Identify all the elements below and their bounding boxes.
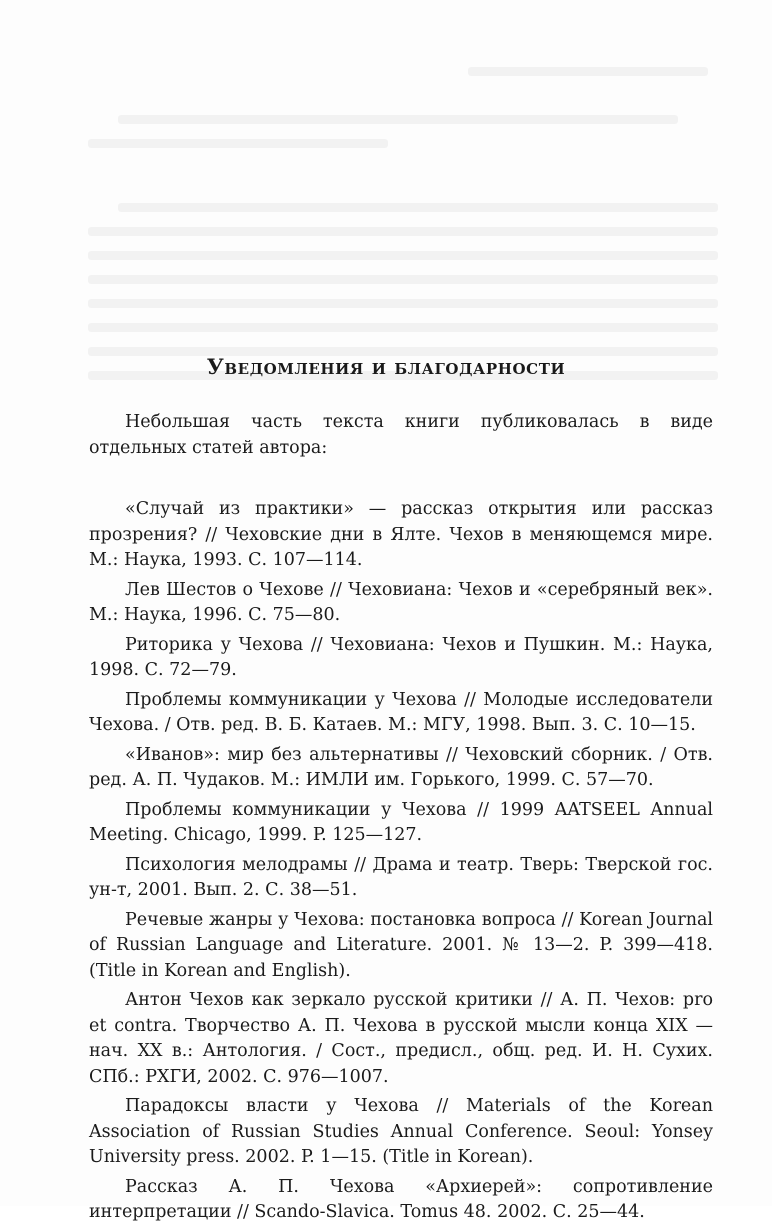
bibliography-entry: Проблемы коммуникации у Чехова // 1999 AATSEEL Annual Meeting. Chicago, 1999. P. 125—127. — [89, 799, 713, 845]
bibliography-entry: Проблемы коммуникации у Чехова // Молодые исследователи Чехова. / Отв. ред. В. Б. Катаев. М.: МГУ, 1998. Вып. 3. С. 10—15. — [89, 689, 713, 735]
bleed-line — [468, 67, 708, 76]
intro-paragraph: Небольшая часть текста книги публиковалась в виде отдельных статей автора: — [89, 412, 713, 458]
bibliography-entry: Речевые жанры у Чехова: постановка вопроса // Korean Journal of Russian Language and Literature. 2001. № 13—2. P. 399—418. (Title in Korean and English). — [89, 909, 713, 981]
page-body — [89, 410, 713, 1230]
bibliography-entry: Лев Шестов о Чехове // Чеховиана: Чехов и «серебряный век». М.: Наука, 1996. С. 75—80. — [89, 579, 713, 625]
bibliography-entry: «Случай из практики» — рассказ открытия или рассказ прозрения? // Чеховские дни в Ялте. Чехов в меняющемся мире. М.: Наука, 1993. С. 107—114. — [89, 499, 713, 570]
bleed-line — [118, 115, 678, 124]
reverse-side-bleed-through — [88, 55, 728, 395]
bibliography-entry: Антон Чехов как зеркало русской критики // А. П. Чехов: pro et contra. Творчество А. П. Чехова в русской мысли конца XIX — нач. XX в.: Антология. / Сост., предисл., общ. ред. И. Н. Сухих. СПб.: РХГИ, 2002. С. 976—1007. — [89, 990, 713, 1087]
bibliography-entry: Рассказ А. П. Чехова «Архиерей»: сопротивление интерпретации // Scando-Slavica. Tomus 48. 2002. С. 25—44. — [89, 1176, 713, 1222]
bleed-line — [88, 227, 718, 236]
bleed-line — [88, 139, 388, 148]
bibliography-entry: «Иванов»: мир без альтернативы // Чеховский сборник. / Отв. ред. А. П. Чудаков. М.: ИМЛИ им. Горького, 1999. С. 57—70. — [89, 744, 713, 790]
bleed-line — [88, 299, 718, 308]
bibliography-entry: Риторика у Чехова // Чеховиана: Чехов и Пушкин. М.: Наука, 1998. С. 72—79. — [89, 634, 713, 680]
bibliography-entry: Парадоксы власти у Чехова // Materials of the Korean Association of Russian Studies Annual Conference. Seoul: Yonsey University press. 2002. P. 1—15. (Title in Korean). — [89, 1096, 713, 1167]
bleed-line — [88, 275, 718, 284]
bleed-line — [88, 323, 718, 332]
bleed-line — [118, 203, 718, 212]
bleed-line — [88, 251, 718, 260]
bibliography-entry: Психология мелодрамы // Драма и театр. Тверь: Тверской гос. ун-т, 2001. Вып. 2. С. 38—51. — [89, 854, 713, 900]
page-title: Уведомления и благодарности — [206, 354, 566, 379]
